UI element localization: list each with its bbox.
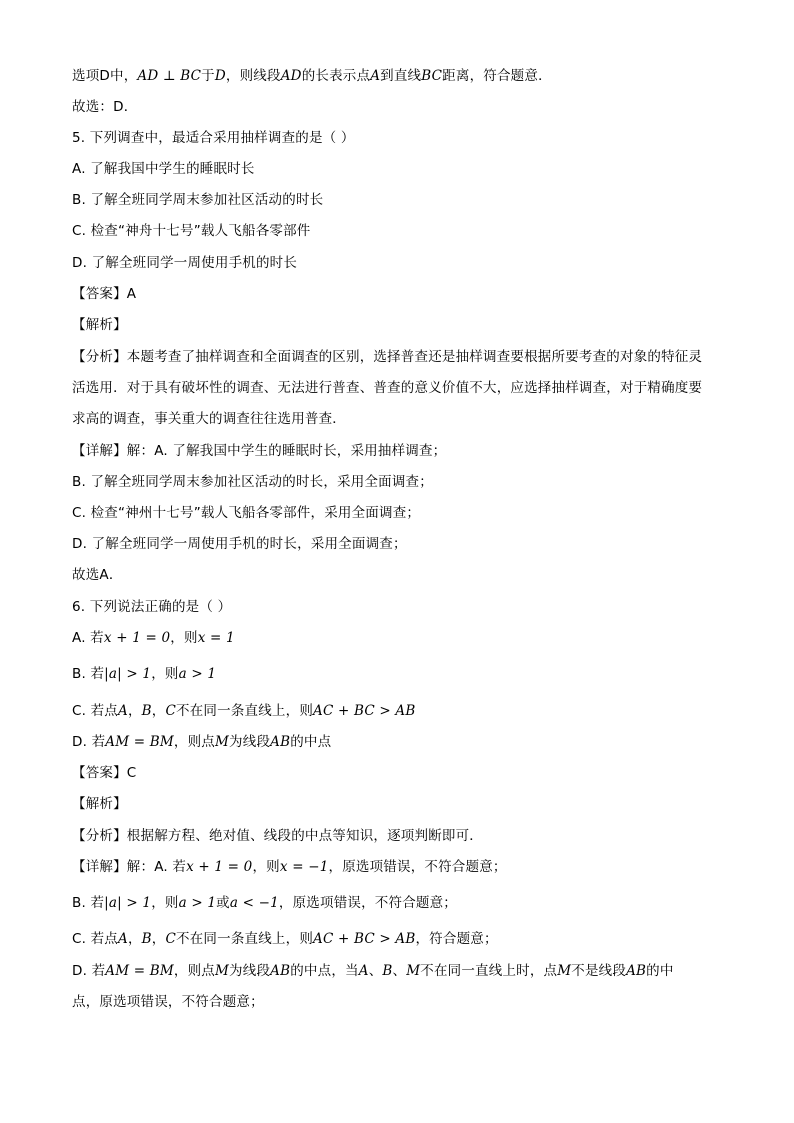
question-5-option-a: A. 了解我国中学生的睡眠时长 <box>72 161 255 177</box>
math-expression: M <box>215 734 230 750</box>
text-line: C. 检查“神州十七号”载人飞船各零部件，采用全面调查； <box>72 505 421 521</box>
text-span: ，原选项错误，不符合题意； <box>328 859 507 875</box>
text-span: B. 若 <box>72 895 105 911</box>
analysis-label: 【解析】 <box>72 317 127 333</box>
text-line: 故选A． <box>72 567 123 583</box>
text-span: 的中点 <box>290 734 332 750</box>
text-span: ，则 <box>151 666 179 682</box>
math-expression: a < −1 <box>229 895 279 911</box>
text-line: 活选用．对于具有破坏性的调查、无法进行普查、普查的意义价值不大，应选择抽样调查，对于精确度要 <box>72 380 703 396</box>
text-span: ， <box>151 703 166 719</box>
question-6-option-a <box>72 628 235 648</box>
math-expression: BC <box>421 68 443 84</box>
text-line <box>72 893 457 913</box>
text-span: 【详解】解：A. 若 <box>72 859 187 875</box>
math-expression: x + 1 = 0 <box>103 630 171 646</box>
text-span: ， <box>151 931 166 947</box>
text-span: 的中 <box>646 963 674 979</box>
text-span: 的长表示点 <box>301 68 371 84</box>
math-expression: M <box>557 963 572 979</box>
text-span: 为线段 <box>229 734 271 750</box>
text-span: ，则 <box>252 859 280 875</box>
math-expression: A <box>118 703 128 719</box>
text-span: 不在同一直线上时，点 <box>420 963 558 979</box>
math-expression: |a| > 1 <box>104 895 152 911</box>
text-span: 为线段 <box>229 963 271 979</box>
math-expression: AC + BC > AB <box>313 931 416 947</box>
text-line <box>72 857 507 877</box>
text-span: ， <box>127 703 142 719</box>
math-expression: AB <box>270 734 291 750</box>
text-span: 、 <box>368 963 383 979</box>
math-expression: A <box>118 931 128 947</box>
math-expression: |a| > 1 <box>104 666 152 682</box>
text-span: D. 若 <box>72 734 106 750</box>
text-line: 【分析】根据解方程、绝对值、线段的中点等知识，逐项判断即可． <box>72 828 483 844</box>
text-span: 或 <box>216 895 230 911</box>
text-span: ，则线段 <box>225 68 281 84</box>
math-expression: x = −1 <box>279 859 329 875</box>
text-span: ， <box>127 931 142 947</box>
math-expression: B <box>141 931 152 947</box>
text-line <box>72 961 674 981</box>
text-span: 不在同一条直线上，则 <box>176 931 314 947</box>
text-span: ，则 <box>151 895 179 911</box>
text-span: C. 若点 <box>72 703 119 719</box>
text-span: ，符合题意； <box>415 931 498 947</box>
math-expression: a > 1 <box>178 895 217 911</box>
question-5-option-d: D. 了解全班同学一周使用手机的时长 <box>72 255 298 271</box>
text-line: 求高的调查，事关重大的调查往往选用普查． <box>72 411 346 427</box>
math-expression: AM = BM <box>105 734 174 750</box>
text-span: 不在同一条直线上，则 <box>176 703 314 719</box>
text-span: C. 若点 <box>72 931 119 947</box>
math-expression: M <box>215 963 230 979</box>
math-expression: AC + BC > AB <box>313 703 416 719</box>
math-expression: a > 1 <box>178 666 217 682</box>
analysis-label: 【解析】 <box>72 796 127 812</box>
text-line: 故选：D． <box>72 99 138 115</box>
text-line: 【详解】解：A. 了解我国中学生的睡眠时长，采用抽样调查； <box>72 443 447 459</box>
math-expression: AD <box>280 68 302 84</box>
text-line: 【分析】本题考查了抽样调查和全面调查的区别，选择普查还是抽样调查要根据所要考查的对象的特征灵 <box>72 349 703 365</box>
question-6-option-c <box>72 701 415 721</box>
text-span: 的中点，当 <box>290 963 359 979</box>
math-expression: x + 1 = 0 <box>186 859 253 875</box>
math-expression: AB <box>270 963 291 979</box>
text-span: D. 若 <box>72 963 106 979</box>
math-expression: B <box>141 703 152 719</box>
question-5-stem: 5. 下列调查中，最适合采用抽样调查的是（ ） <box>72 130 355 146</box>
text-span: ，则点 <box>173 963 216 979</box>
math-expression: AM = BM <box>105 963 174 979</box>
question-5-option-b: B. 了解全班同学周末参加社区活动的时长 <box>72 192 324 208</box>
math-expression: AD ⊥ BC <box>137 68 202 84</box>
text-span: 、 <box>392 963 407 979</box>
question-6-option-d <box>72 732 331 752</box>
text-span: ，则点 <box>173 734 216 750</box>
text-span: B. 若 <box>72 666 105 682</box>
math-expression: A <box>370 68 381 84</box>
question-6-stem: 6. 下列说法正确的是（ ） <box>72 599 232 615</box>
text-span: 不是线段 <box>571 963 627 979</box>
math-expression: A <box>358 963 369 979</box>
text-span: 选项D中， <box>72 68 138 84</box>
text-span: A. 若 <box>72 630 104 646</box>
math-expression: M <box>406 963 421 979</box>
math-expression: B <box>382 963 393 979</box>
text-span: ，则 <box>170 630 198 646</box>
text-line: D. 了解全班同学一周使用手机的时长，采用全面调查； <box>72 536 407 552</box>
text-span: 于 <box>201 68 215 84</box>
question-5-option-c: C. 检查“神舟十七号”载人飞船各零部件 <box>72 223 311 239</box>
text-span: ，原选项错误，不符合题意； <box>278 895 457 911</box>
question-6-option-b <box>72 664 216 684</box>
math-expression: D <box>214 68 226 84</box>
answer-label: 【答案】A <box>72 286 137 302</box>
text-line: 点，原选项错误，不符合题意； <box>72 994 264 1010</box>
math-expression: AB <box>626 963 647 979</box>
text-line: B. 了解全班同学周末参加社区活动的时长，采用全面调查； <box>72 474 433 490</box>
text-span: 到直线 <box>380 68 422 84</box>
text-line <box>72 929 498 949</box>
math-expression: C <box>165 703 177 719</box>
math-expression: C <box>165 931 177 947</box>
text-line <box>72 66 552 86</box>
text-span: 距离，符合题意． <box>442 68 552 84</box>
answer-label: 【答案】C <box>72 765 137 781</box>
math-expression: x = 1 <box>197 630 235 646</box>
